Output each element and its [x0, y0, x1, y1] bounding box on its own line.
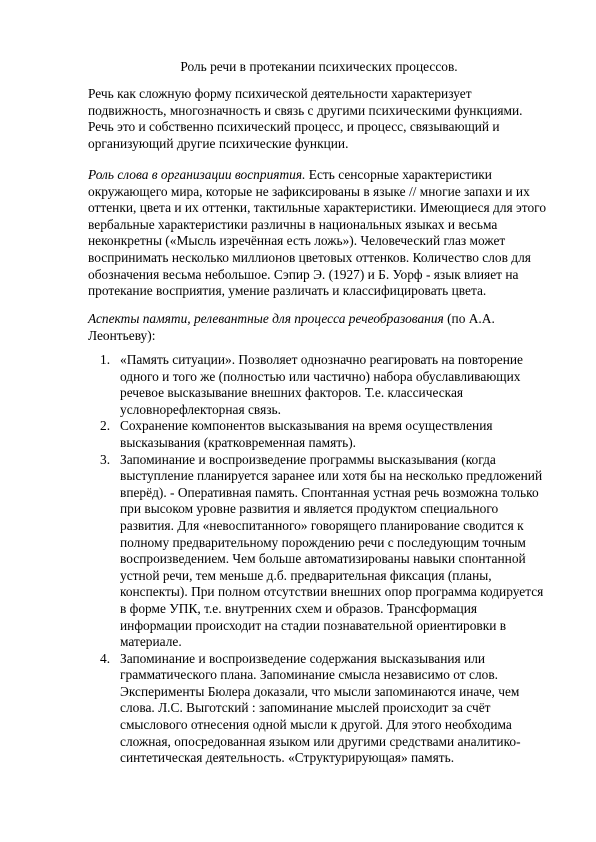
paragraph-lead-italic: Роль слова в организации восприятия.	[88, 167, 306, 182]
paragraph-word-perception	[88, 167, 550, 300]
paragraph-body-text: (по А.А. Леонтьеву):	[88, 311, 495, 343]
list-item-number: 1.	[100, 352, 111, 367]
paragraph-memory-aspects	[88, 311, 550, 344]
list-item-number: 2.	[100, 418, 111, 434]
memory-aspects-list	[88, 352, 550, 767]
list-item	[88, 352, 550, 418]
list-item-number: 3.	[100, 451, 111, 467]
list-item	[88, 651, 550, 767]
list-item-text: «Память ситуации». Позволяет однозначно реагировать на повторение одного и того же (полностью или частично) набора обуславливающих речевое высказывание внешних факторов. Т.е. классическая условнорефлекторная связь.	[120, 352, 523, 417]
list-item-text: Запоминание и воспроизведение содержания высказывания или грамматического плана. Запоминание смысла независимо от слов. Эксперименты Бюлера доказали, что мысли запоминаются иначе, чем слова. Л.С. Выготский : запоминание мыслей происходит за счёт смыслового отнесения одной мысли к другой. Для этого необходима сложная, опосредованная языком или другими средствами аналитико-синтетическая деятельность. «Структурирующая» память.	[120, 650, 521, 766]
list-item	[88, 452, 550, 651]
paragraph-body-text: Есть сенсорные характеристики окружающего мира, которые не зафиксированы в языке // многие запахи и их оттенки, цвета и их оттенки, тактильные характеристики. Имеющиеся для этого вербальные характеристики различны в национальных языках и весьма неконкретны («Мысль изречённая есть ложь»). Человеческий глаз может воспринимать несколько миллионов цветовых оттенков. Количество слов для обозначения весьма небольшое. Сэпир Э. (1927) и Б. Уорф - язык влияет на протекание восприятия, умение различать и классифицировать цвета.	[88, 167, 547, 299]
list-item-number: 4.	[100, 650, 111, 666]
paragraph-speech-definition: Речь как сложную форму психической деятельности характеризует подвижность, многозначность и связь с другими психическими функциями. Речь это и собственно психический процесс, и процесс, связывающий и организующий другие психические функции.	[88, 86, 523, 151]
list-item-text: Запоминание и воспроизведение программы высказывания (когда выступление планируется заранее или хотя бы на несколько предложений вперёд). - Оперативная память. Спонтанная устная речь возможна только при высоком уровне развития и является продуктом специального развития. Для «невоспитанного» говорящего планирование сводится к полному предварительному порождению речи с последующим точным воспроизведением. Чем больше автоматизированы навыки спонтанной устной речи, тем меньше д.б. предварительная фиксация (планы, конспекты). При полном отсутствии внешних опор программа кодируется в форме УПК, т.е. внутренних схем и образов. Трансформация информации происходит на стадии познавательной ориентировки в материале.	[120, 451, 544, 650]
list-item	[88, 418, 550, 451]
paragraph-lead-italic: Аспекты памяти, релевантные для процесса речеобразования	[88, 311, 444, 326]
document-title: Роль речи в протекании психических процессов.	[180, 59, 458, 74]
list-item-text: Сохранение компонентов высказывания на время осуществления высказывания (кратковременная память).	[120, 418, 493, 450]
